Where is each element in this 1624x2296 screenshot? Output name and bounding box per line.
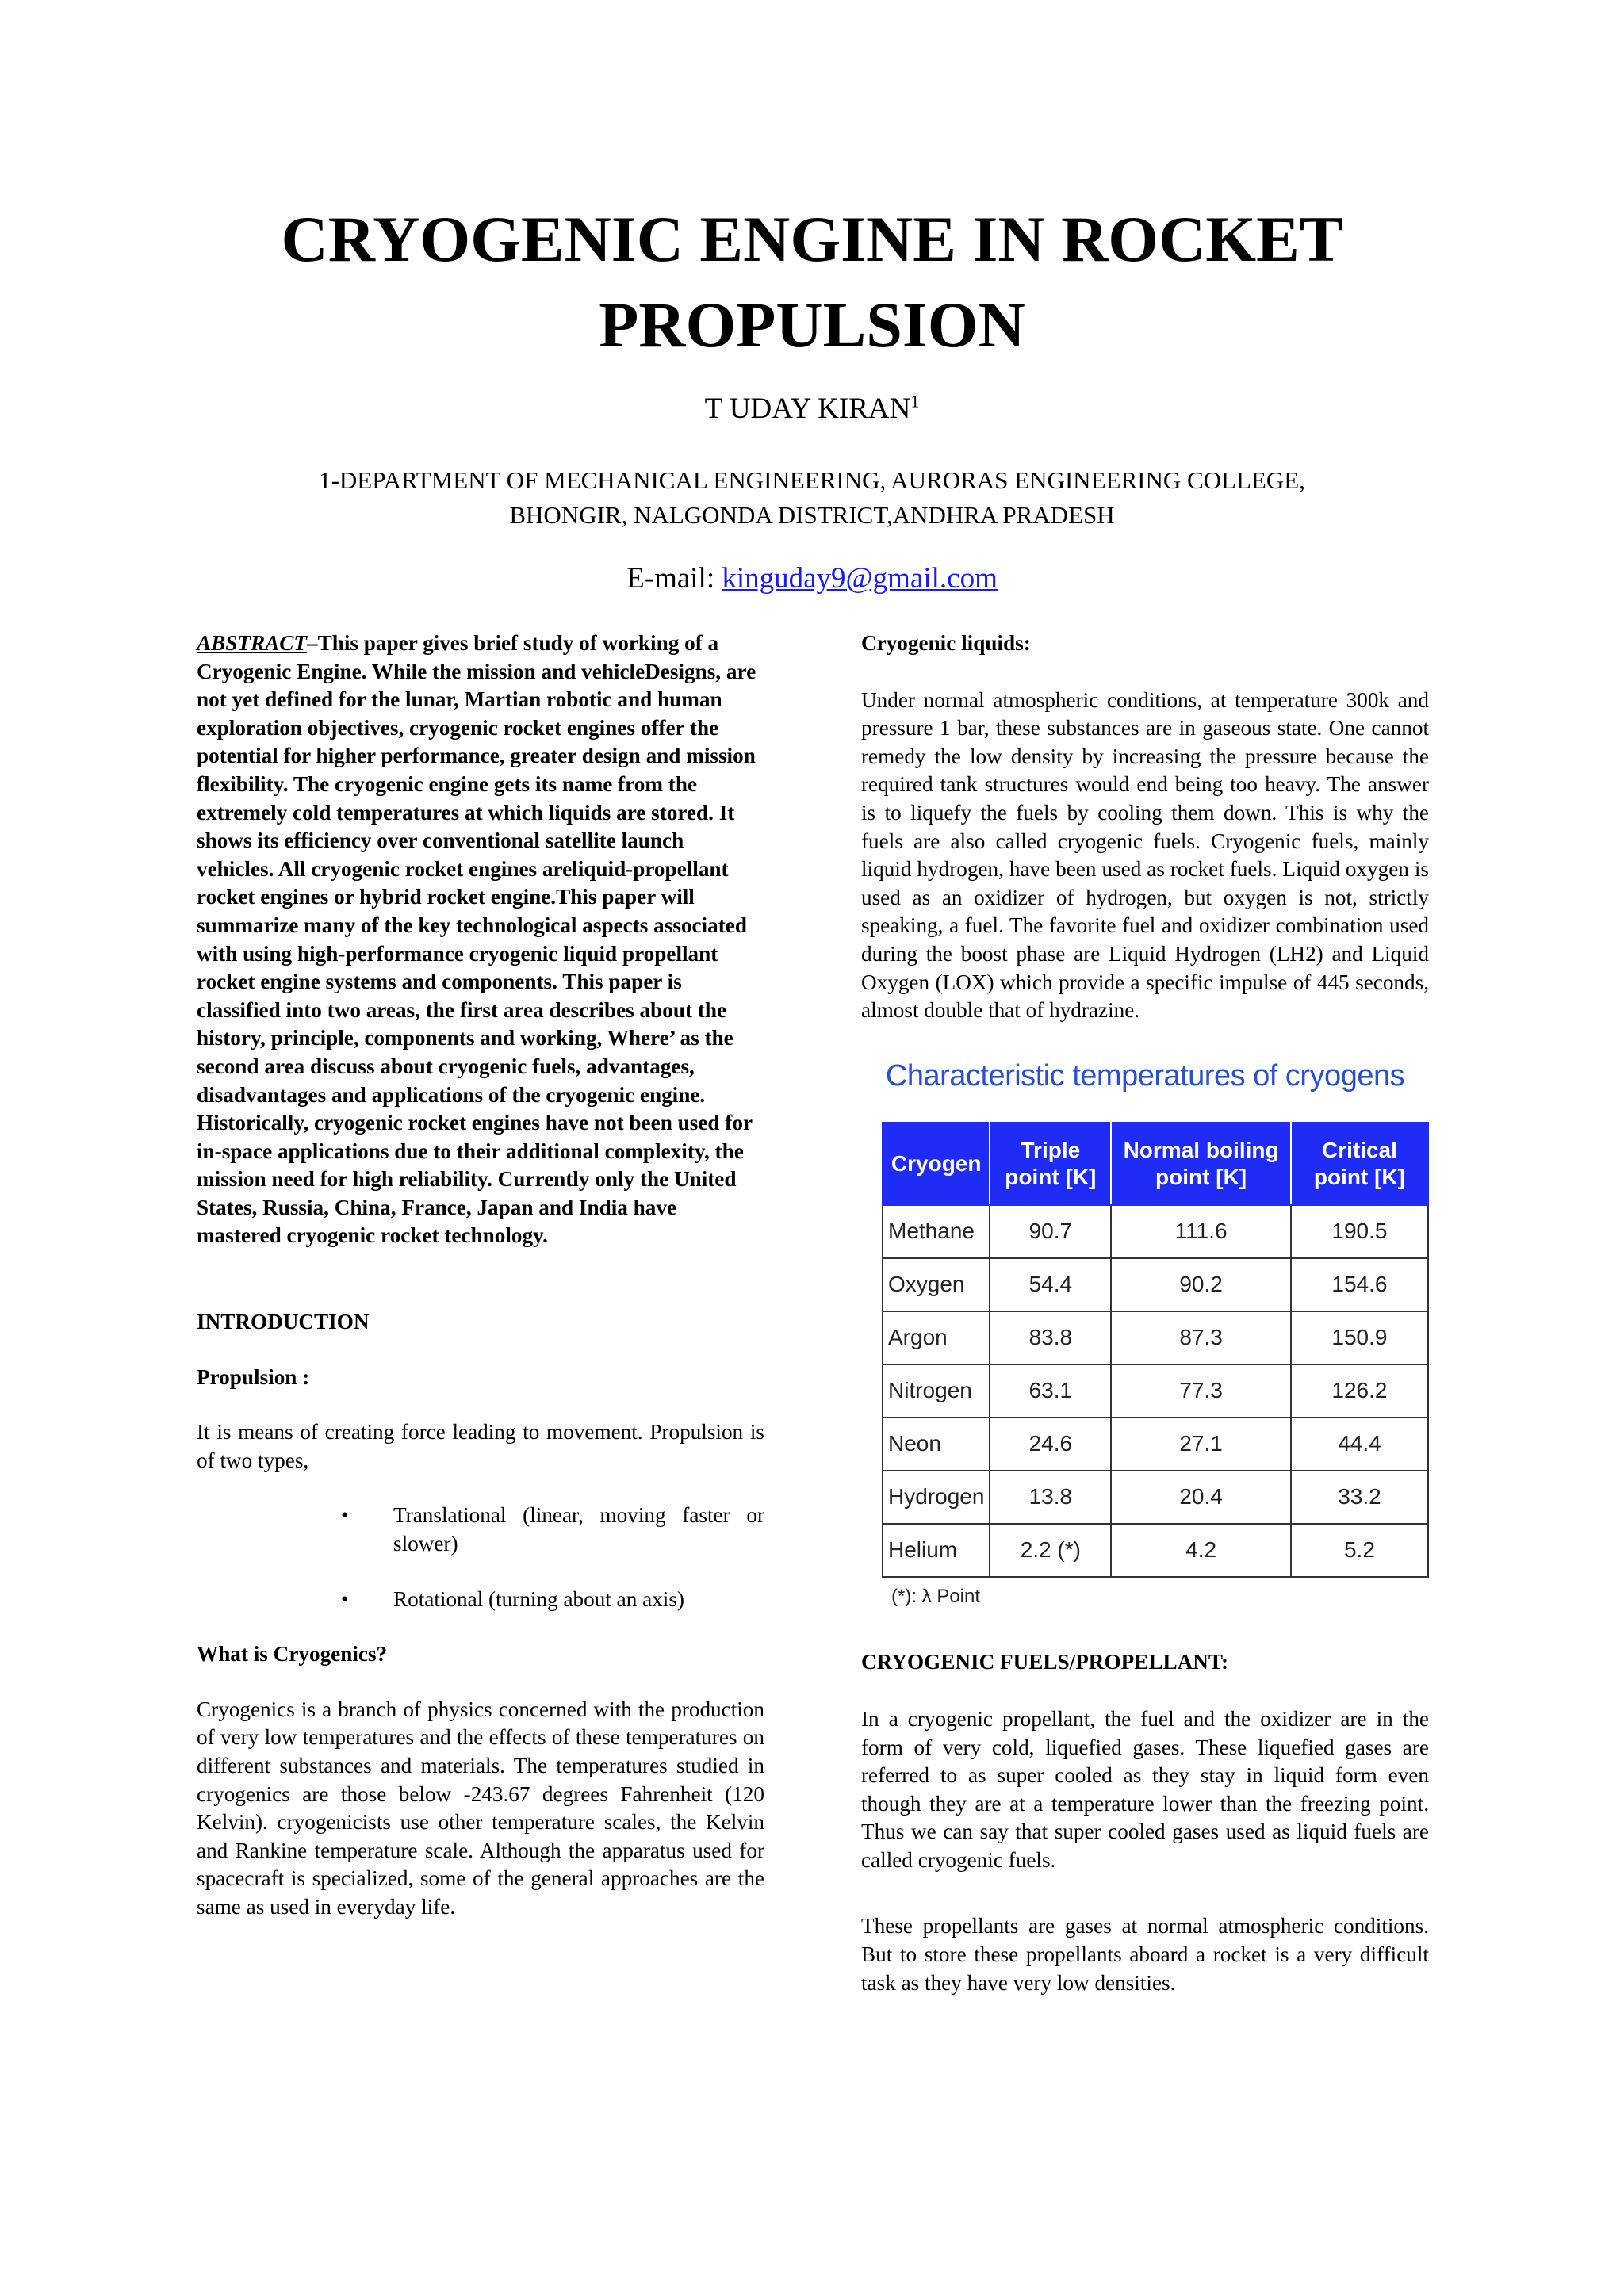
author-superscript: 1 [910, 391, 920, 411]
cryogen-table [882, 1122, 1429, 1578]
table-cell: Neon [883, 1418, 990, 1471]
column-header-critical-point: Critical point [K] [1291, 1123, 1428, 1205]
cryogenics-text: Cryogenics is a branch of physics concerned with the production of very low temperatures and the effects of these temperatures on different substances and materials. The temperatures studied in cryogenics are those below -243.67 degrees Fahrenheit (120 Kelvin). cryogenicists use other temperature scales, the Kelvin and Rankine temperature scale. Although the apparatus used for spacecraft is specialized, some of the general approaches are the same as used in everyday life. [197, 1697, 764, 1919]
table-cell: 190.5 [1291, 1205, 1428, 1258]
email-link[interactable]: kinguday9@gmail.com [722, 562, 998, 595]
table-cell: Methane [883, 1205, 990, 1258]
abstract-label: ABSTRACT [197, 631, 308, 655]
table-cell: 63.1 [990, 1364, 1111, 1418]
table-cell: 5.2 [1291, 1524, 1428, 1577]
table-cell: 24.6 [990, 1418, 1111, 1471]
cryogenic-fuels-heading: CRYOGENIC FUELS/PROPELLANT: [861, 1650, 1229, 1674]
abstract [197, 629, 764, 1250]
cryogenic-liquids-heading: Cryogenic liquids: [861, 631, 1031, 655]
bullet-icon: • [341, 1503, 349, 1528]
list-item-text: Rotational (turning about an axis) [393, 1586, 684, 1611]
table-cell: 111.6 [1111, 1205, 1291, 1258]
propulsion-types-list [197, 1502, 764, 1613]
affiliation [197, 463, 1427, 533]
table-row [883, 1524, 1428, 1577]
table-cell: 90.2 [1111, 1258, 1291, 1311]
table-cell: 4.2 [1111, 1524, 1291, 1577]
cryogenic-liquids-text: Under normal atmospheric conditions, at temperature 300k and pressure 1 bar, these substances are in gaseous state. One cannot remedy the low density by increasing the pressure because the required tank structures would end being too heavy. The answer is to liquefy the fuels by cooling them down. This is why the fuels are also called cryogenic fuels. Cryogenic fuels, mainly liquid hydrogen, have been used as rocket fuels. Liquid oxygen is used as an oxidizer of hydrogen, but oxygen is not, strictly speaking, a fuel. The favorite fuel and oxidizer combination used during the boost phase are Liquid Hydrogen (LH2) and Liquid Oxygen (LOX) which provide a specific impulse of 445 seconds, almost double that of hydrazine. [861, 687, 1429, 1023]
table-cell: Oxygen [883, 1258, 990, 1311]
propulsion-text: It is means of creating force leading to movement. Propulsion is of two types, [197, 1420, 764, 1472]
table-footnote: (*): λ Point [891, 1585, 981, 1607]
table-cell: 54.4 [990, 1258, 1111, 1311]
table-cell: 90.7 [990, 1205, 1111, 1258]
table-row [883, 1258, 1428, 1311]
figure-title: Characteristic temperatures of cryogens [885, 1058, 1405, 1093]
table-cell: Hydrogen [883, 1471, 990, 1524]
table-cell: 33.2 [1291, 1471, 1428, 1524]
title-line-2: PROPULSION [599, 289, 1025, 361]
table-cell: 150.9 [1291, 1311, 1428, 1364]
list-item [197, 1586, 764, 1614]
affiliation-line-1: 1-DEPARTMENT OF MECHANICAL ENGINEERING, AURORAS ENGINEERING COLLEGE, [319, 466, 1305, 494]
table-cell: Argon [883, 1311, 990, 1364]
column-header-triple-point: Triple point [K] [990, 1123, 1111, 1205]
left-column [197, 629, 764, 1922]
propulsion-heading: Propulsion : [197, 1364, 310, 1389]
table-row [883, 1364, 1428, 1418]
cryogenics-heading: What is Cryogenics? [197, 1642, 388, 1667]
abstract-text: –This paper gives brief study of working of a Cryogenic Engine. While the mission and vehicleDesigns, are not yet defined for the lunar, Martian robotic and human exploration objectives, cryogenic rocket engines offer the potential for higher performance, greater design and mission flexibility. The cryogenic engine gets its name from the extremely cold temperatures at which liquids are stored. It shows its efficiency over conventional satellite launch vehicles. All cryogenic rocket engines areliquid-propellant rocket engines or hybrid rocket engine.This paper will summarize many of the key technological aspects associated with using high-performance cryogenic liquid propellant rocket engine systems and components. This paper is classified into two areas, the first area describes about the history, principle, components and working, Where’ as the second area discuss about cryogenic fuels, advantages, disadvantages and applications of the cryogenic engine. Historically, cryogenic rocket engines have not been used for in-space applications due to their additional complexity, the mission need for high reliability. Currently only the United States, Russia, China, France, Japan and India have mastered cryogenic rocket technology. [197, 631, 756, 1248]
table-cell: 77.3 [1111, 1364, 1291, 1418]
table-row [883, 1205, 1428, 1258]
list-item [197, 1502, 764, 1558]
table-row [883, 1311, 1428, 1364]
table-cell: Nitrogen [883, 1364, 990, 1418]
table-cell: 126.2 [1291, 1364, 1428, 1418]
column-header-cryogen: Cryogen [883, 1123, 990, 1205]
table-cell: 154.6 [1291, 1258, 1428, 1311]
table-row [883, 1418, 1428, 1471]
bullet-icon: • [341, 1586, 349, 1611]
table-cell: 2.2 (*) [990, 1524, 1111, 1577]
cryogenic-fuels-text-2: These propellants are gases at normal atmospheric conditions. But to store these propellants aboard a rocket is a very difficult task as they have very low densities. [861, 1914, 1429, 1995]
email-label: E-mail: [626, 562, 722, 595]
table-cell: 13.8 [990, 1471, 1111, 1524]
table-row [883, 1471, 1428, 1524]
title-line-1: CRYOGENIC ENGINE IN ROCKET [281, 203, 1343, 275]
email-line [197, 561, 1427, 596]
table-cell: Helium [883, 1524, 990, 1577]
table-cell: 27.1 [1111, 1418, 1291, 1471]
author [197, 392, 1427, 427]
table-cell: 20.4 [1111, 1471, 1291, 1524]
list-item-text: Translational (linear, moving faster or slower) [393, 1503, 764, 1556]
table-cell: 87.3 [1111, 1311, 1291, 1364]
cryogen-table-figure [861, 1057, 1429, 1611]
right-column [861, 629, 1429, 1997]
cryogenic-fuels-text-1: In a cryogenic propellant, the fuel and the oxidizer are in the form of very cold, liquefied gases. These liquefied gases are referred to as super cooled as they stay in liquid form even though they are at a temperature lower than the freezing point. Thus we can say that super cooled gases used as liquid fuels are called cryogenic fuels. [861, 1706, 1429, 1872]
column-header-boiling-point: Normal boiling point [K] [1111, 1123, 1291, 1205]
paper-title [197, 197, 1427, 368]
affiliation-line-2: BHONGIR, NALGONDA DISTRICT,ANDHRA PRADESH [509, 501, 1115, 529]
table-header-row [883, 1123, 1428, 1205]
introduction-heading: INTRODUCTION [197, 1310, 370, 1334]
author-name: T UDAY KIRAN [704, 392, 911, 425]
table-cell: 44.4 [1291, 1418, 1428, 1471]
table-cell: 83.8 [990, 1311, 1111, 1364]
